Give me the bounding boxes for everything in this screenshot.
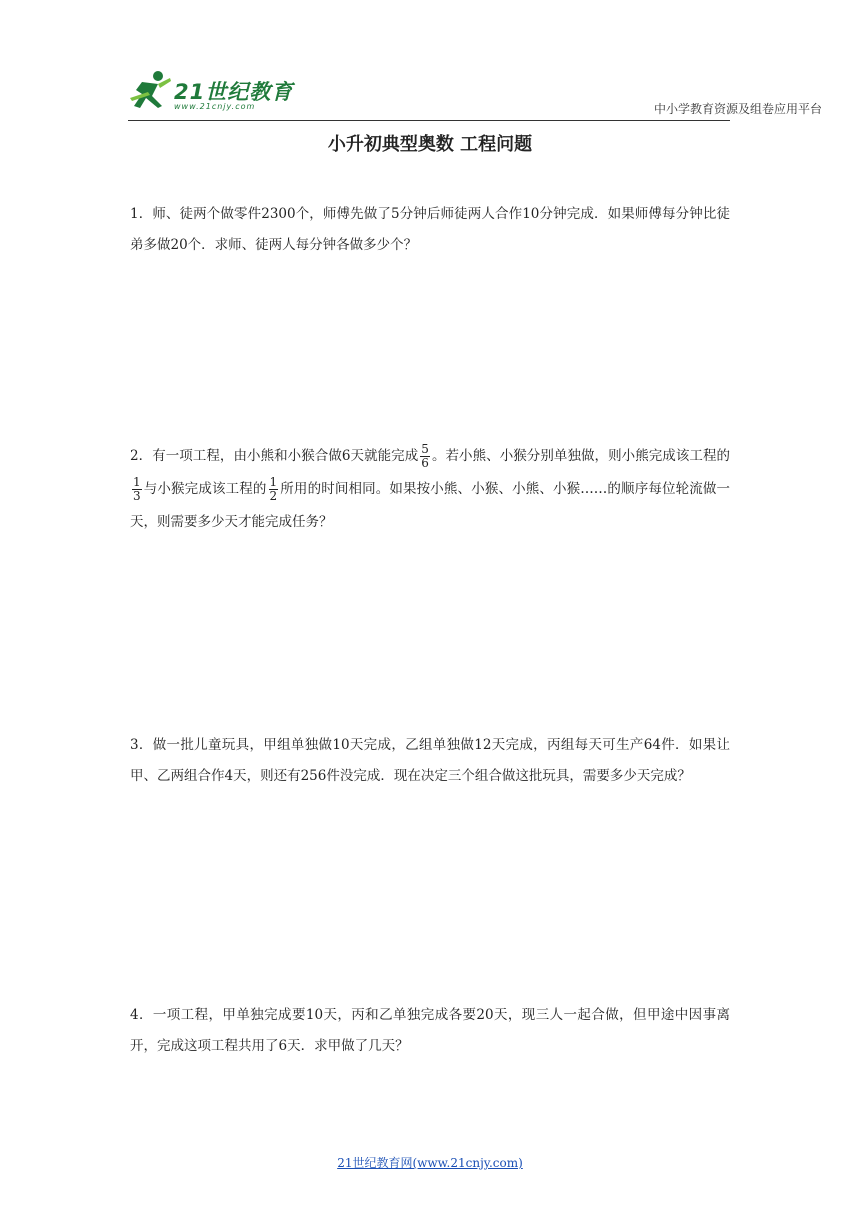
logo-url: www.21cnjy.com xyxy=(174,102,256,111)
question-2-text-4: 所用的时间相同。如果按小熊、小猴、小熊、小猴……的顺序每位轮流做一天，则需要多少天才能完成任务？ xyxy=(130,481,731,530)
question-4: 4．一项工程，甲单独完成要10天，丙和乙单独完成各要20天，现三人一起合做，但甲途中因事离开，完成这项工程共用了6天．求甲做了几天？ xyxy=(130,1007,730,1054)
page-header xyxy=(128,64,822,121)
platform-label: 中小学教育资源及组卷应用平台 xyxy=(653,102,822,116)
question-1: 1．师、徒两个做零件2300个，师傅先做了5分钟后师徒两人合作10分钟完成．如果师傅每分钟比徒弟多做20个．求师、徒两人每分钟各做多少个？ xyxy=(130,206,730,253)
fraction-1-3: $\frac{1}{3}$ xyxy=(133,475,141,503)
question-2-text-2: 。若小熊、小猴分别单独做，则小熊完成该工程的 xyxy=(431,448,730,464)
question-2-text-1: 2．有一项工程，由小熊和小猴合做6天就能完成 xyxy=(130,448,419,464)
fraction-5-6: $\frac{5}{6}$ xyxy=(421,442,429,470)
logo-text: 21世纪教育 xyxy=(174,80,294,104)
page-title: 小升初典型奥数 工程问题 xyxy=(327,134,533,155)
fraction-1-2: $\frac{1}{2}$ xyxy=(269,475,278,503)
question-2-text-3: 与小猴完成该工程的 xyxy=(143,481,267,497)
logo xyxy=(128,64,328,114)
question-3: 3．做一批儿童玩具，甲组单独做10天完成，乙组单独做12天完成，丙组每天可生产64件．如果让甲、乙两组合作4天，则还有256件没完成．现在决定三个组合做这批玩具，需要多少天完成？ xyxy=(130,737,730,784)
running-figure-icon xyxy=(128,68,174,114)
question-2 xyxy=(130,440,730,539)
footer-link[interactable]: 21世纪教育网(www.21cnjy.com) xyxy=(337,1156,523,1170)
